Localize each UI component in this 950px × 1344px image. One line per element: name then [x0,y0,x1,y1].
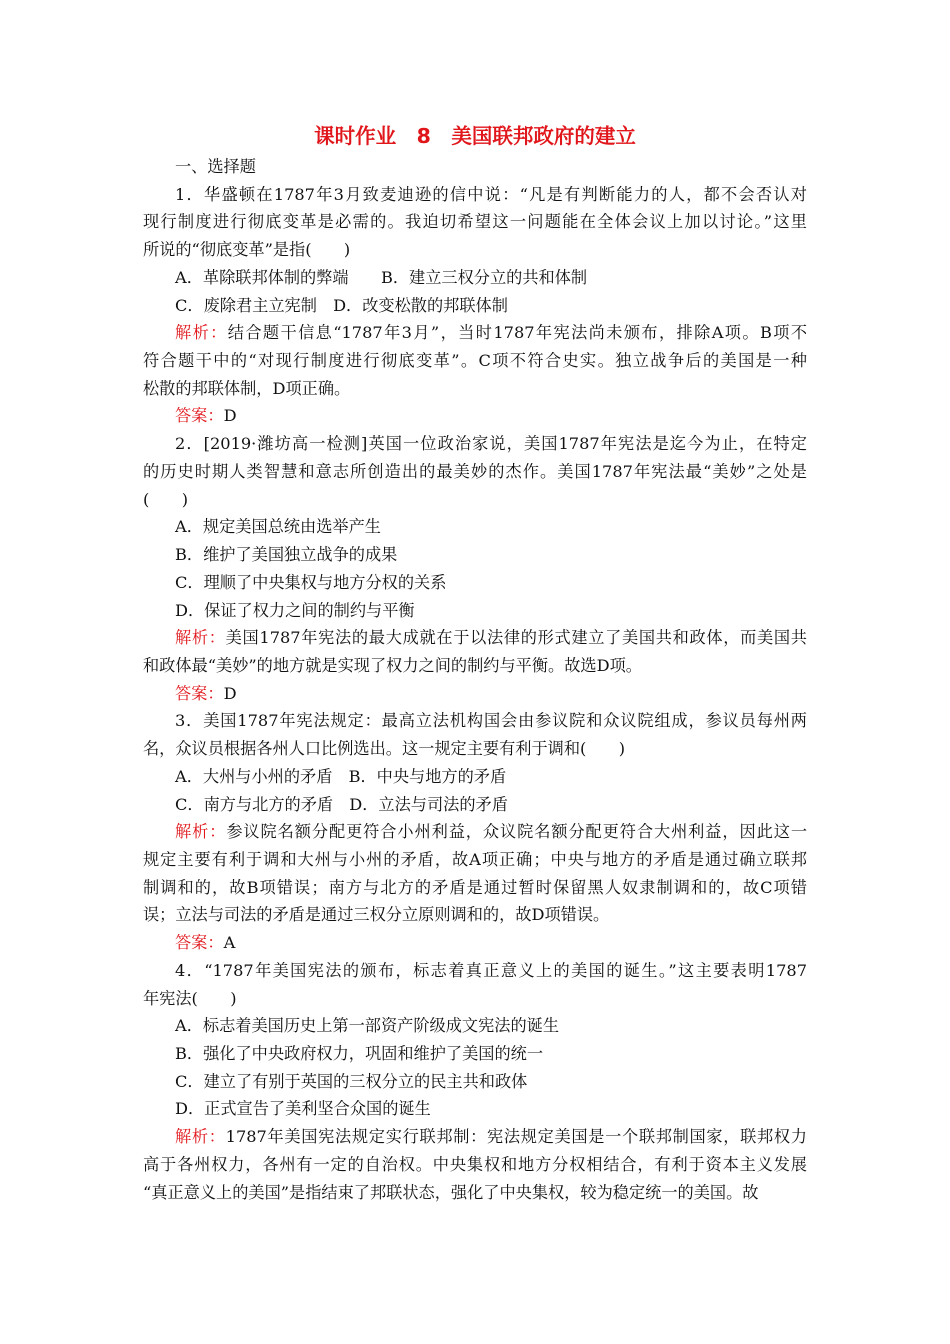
answer-line [143,402,807,430]
analysis-label: 解析： [175,822,227,842]
question-stem-line: 1．华盛顿在1787年3月致麦迪逊的信中说：“凡是有判断能力的人，都不会否认对 [175,184,807,204]
analysis-line [143,624,807,652]
answer-value: D [223,683,237,703]
answer-label: 答案： [175,683,224,703]
option-line: B．维护了美国独立战争的成果 [175,545,398,565]
analysis-line [143,1151,807,1179]
analysis-text: 规定主要有利于调和大州与小州的矛盾，故A项正确；中央与地方的矛盾是通过确立联邦 [143,849,807,869]
question-stem-line: ( ) [143,489,189,509]
answer-label: 答案： [175,406,224,426]
option-line: C．理顺了中央集权与地方分权的关系 [175,572,447,592]
answer-value: A [223,933,236,953]
option-line: D．保证了权力之间的制约与平衡 [175,600,415,620]
option-line: A．大州与小州的矛盾 B．中央与地方的矛盾 [175,766,507,786]
analysis-text: 美国1787年宪法的最大成就在于以法律的形式建立了美国共和政体，而美国共 [225,628,807,648]
option-line: C．南方与北方的矛盾 D．立法与司法的矛盾 [175,794,508,814]
analysis-line [143,874,807,902]
option-line: A．规定美国总统由选举产生 [175,517,381,537]
analysis-line [143,319,807,347]
question-block [143,707,807,956]
question-block [143,430,807,707]
analysis-line [143,818,807,846]
option-line: C．建立了有别于英国的三权分立的民主共和政体 [175,1071,528,1091]
question-block [143,957,807,1206]
section-heading: 一、选择题 [175,157,256,176]
analysis-text: 符合题干中的“对现行制度进行彻底变革”。C项不符合史实。独立战争后的美国是一种 [143,351,807,371]
analysis-line [143,1123,807,1151]
analysis-label: 解析： [175,1127,226,1147]
analysis-text: 结合题干信息“1787年3月”，当时1787年宪法尚未颁布，排除A项。B项不 [227,323,808,343]
question-stem-line: 的历史时期人类智慧和意志所创造出的最美妙的杰作。美国1787年宪法最“美妙”之处是 [143,461,807,481]
analysis-line [143,375,807,403]
analysis-text: “真正意义上的美国”是指结束了邦联状态，强化了中央集权，较为稳定统一的美国。故 [143,1182,759,1202]
analysis-text: 松散的邦联体制，D项正确。 [143,378,351,398]
answer-value: D [223,406,237,426]
analysis-text: 高于各州权力，各州有一定的自治权。中央集权和地方分权相结合，有利于资本主义发展 [143,1154,807,1174]
analysis-line [143,1179,807,1207]
analysis-text: 参议院名额分配更符合小州利益，众议院名额分配更符合大州利益，因此这一 [226,822,808,842]
analysis-text: 制调和的，故B项错误；南方与北方的矛盾是通过暂时保留黑人奴隶制调和的，故C项错 [143,877,807,897]
analysis-line [143,652,807,680]
option-line: D．正式宣告了美利坚合众国的诞生 [175,1099,431,1119]
option-line: C．废除君主立宪制 D．改变松散的邦联体制 [175,295,508,315]
question-block [143,181,807,430]
content-body [143,153,807,1206]
analysis-line [143,846,807,874]
analysis-text: 1787年美国宪法规定实行联邦制：宪法规定美国是一个联邦制国家，联邦权力 [225,1127,807,1147]
answer-line [143,929,807,957]
question-stem-line: 年宪法( ) [143,988,237,1008]
question-stem-line: 4．“1787年美国宪法的颁布，标志着真正意义上的美国的诞生。”这主要表明1787 [175,960,807,980]
analysis-text: 误；立法与司法的矛盾是通过三权分立原则调和的，故D项错误。 [143,905,610,925]
analysis-label: 解析： [175,323,228,343]
option-line: A．革除联邦体制的弊端 B．建立三权分立的共和体制 [175,267,588,287]
page-title: 课时作业 8 美国联邦政府的建立 [314,124,636,148]
question-stem-line: 现行制度进行彻底变革是必需的。我迫切希望这一问题能在全体会议上加以讨论。”这里 [143,212,807,232]
question-stem-line: 所说的“彻底变革”是指( ) [143,240,351,260]
question-stem-line: 2．[2019·潍坊高一检测]英国一位政治家说，美国1787年宪法是迄今为止，在特定 [175,434,807,454]
analysis-label: 解析： [175,628,226,648]
analysis-line [143,347,807,375]
option-line: B．强化了中央政府权力，巩固和维护了美国的统一 [175,1044,544,1063]
option-line: A．标志着美国历史上第一部资产阶级成文宪法的诞生 [175,1016,560,1036]
answer-label: 答案： [175,933,224,953]
analysis-line [143,901,807,929]
question-stem-line: 名，众议员根据各州人口比例选出。这一规定主要有利于调和( ) [143,739,626,759]
answer-line [143,680,807,708]
analysis-text: 和政体最“美妙”的地方就是实现了权力之间的制约与平衡。故选D项。 [143,655,642,675]
question-stem-line: 3．美国1787年宪法规定：最高立法机构国会由参议院和众议院组成，参议员每州两 [175,711,807,731]
